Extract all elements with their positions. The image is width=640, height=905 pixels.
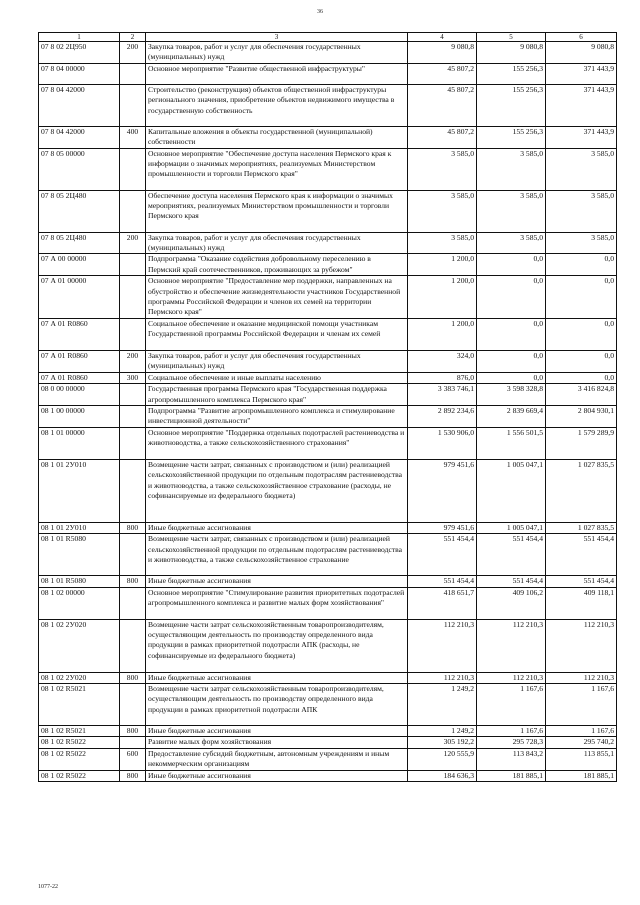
expense-type-cell	[120, 276, 146, 319]
code-cell: 07 8 05 00000	[39, 148, 120, 190]
description-cell: Возмещение части затрат, связанных с производством и (или) реализацией сельскохозяйственной продукции по отдельным подотраслям растениеводства и животноводства, а также сельскохозяйственное страхование (расходы, не софинансируемые из федерального бюджета)	[146, 459, 408, 522]
amount-col4-cell: 45 807,2	[408, 63, 477, 84]
header-cell-6: 6	[546, 33, 617, 42]
description-cell: Капитальные вложения в объекты государственной (муниципальной) собственности	[146, 126, 408, 148]
footer-code: 1077-22	[38, 884, 58, 890]
amount-col6-cell: 9 080,8	[546, 42, 617, 64]
expense-type-cell	[120, 587, 146, 619]
amount-col6-cell: 409 118,1	[546, 587, 617, 619]
expense-type-cell	[120, 405, 146, 427]
code-cell: 08 1 02 2У020	[39, 619, 120, 672]
description-cell: Строительство (реконструкция) объектов общественной инфраструктуры регионального значения, приобретение объектов недвижимого имущества в государственную собственность	[146, 84, 408, 126]
expense-type-cell: 800	[120, 725, 146, 736]
amount-col4-cell: 3 383 746,1	[408, 384, 477, 406]
expense-type-cell	[120, 148, 146, 190]
amount-col5-cell: 0,0	[477, 276, 546, 319]
amount-col6-cell: 2 804 930,1	[546, 405, 617, 427]
code-cell: 08 1 02 R5021	[39, 725, 120, 736]
table-row	[39, 126, 617, 148]
amount-col5-cell: 155 256,3	[477, 63, 546, 84]
code-cell: 08 1 02 R5022	[39, 770, 120, 781]
amount-col6-cell: 371 443,9	[546, 63, 617, 84]
amount-col5-cell: 112 210,3	[477, 619, 546, 672]
expense-type-cell	[120, 84, 146, 126]
expense-type-cell	[120, 737, 146, 748]
header-cell-5: 5	[477, 33, 546, 42]
amount-col6-cell: 371 443,9	[546, 126, 617, 148]
table-row	[39, 148, 617, 190]
table-row	[39, 372, 617, 383]
table-row	[39, 63, 617, 84]
description-cell: Закупка товаров, работ и услуг для обеспечения государственных (муниципальных) нужд	[146, 232, 408, 254]
amount-col6-cell: 295 740,2	[546, 737, 617, 748]
amount-col5-cell: 3 585,0	[477, 148, 546, 190]
description-cell: Иные бюджетные ассигнования	[146, 770, 408, 781]
amount-col6-cell: 1 167,6	[546, 683, 617, 725]
description-cell: Иные бюджетные ассигнования	[146, 672, 408, 683]
code-cell: 08 1 02 R5021	[39, 683, 120, 725]
description-cell: Возмещение части затрат, связанных с производством и (или) реализацией сельскохозяйственной продукции по отдельным подотраслям растениеводства и животноводства, а также сельскохозяйственное страхование	[146, 534, 408, 576]
description-cell: Иные бюджетные ассигнования	[146, 576, 408, 587]
amount-col4-cell: 979 451,6	[408, 459, 477, 522]
table-row	[39, 522, 617, 533]
description-cell: Основное мероприятие "Развитие общественной инфраструктуры"	[146, 63, 408, 84]
expense-type-cell	[120, 190, 146, 232]
amount-col4-cell: 45 807,2	[408, 84, 477, 126]
header-cell-3: 3	[146, 33, 408, 42]
description-cell: Основное мероприятие "Поддержка отдельных подотраслей растениеводства и животноводства, а также сельскохозяйственного страхования"	[146, 427, 408, 459]
expense-type-cell	[120, 384, 146, 406]
amount-col6-cell: 551 454,4	[546, 576, 617, 587]
amount-col4-cell: 3 585,0	[408, 232, 477, 254]
code-cell: 08 1 01 R5080	[39, 576, 120, 587]
code-cell: 08 1 01 00000	[39, 427, 120, 459]
expense-type-cell	[120, 459, 146, 522]
code-cell: 07 8 05 2Ц480	[39, 190, 120, 232]
amount-col6-cell: 1 027 835,5	[546, 459, 617, 522]
amount-col5-cell: 155 256,3	[477, 126, 546, 148]
description-cell: Основное мероприятие "Стимулирование развития приоритетных подотраслей агропромышленного комплекса и развитие малых форм хозяйствования"	[146, 587, 408, 619]
amount-col5-cell: 551 454,4	[477, 576, 546, 587]
description-cell: Подпрограмма "Развитие агропромышленного комплекса и стимулирование инвестиционной деятельности"	[146, 405, 408, 427]
amount-col6-cell: 0,0	[546, 254, 617, 276]
amount-col6-cell: 3 585,0	[546, 232, 617, 254]
amount-col5-cell: 181 885,1	[477, 770, 546, 781]
header-cell-2: 2	[120, 33, 146, 42]
amount-col5-cell: 409 106,2	[477, 587, 546, 619]
expense-type-cell	[120, 318, 146, 350]
amount-col6-cell: 0,0	[546, 350, 617, 372]
table-row	[39, 427, 617, 459]
amount-col5-cell: 0,0	[477, 350, 546, 372]
table-row	[39, 672, 617, 683]
amount-col6-cell: 3 585,0	[546, 190, 617, 232]
amount-col4-cell: 1 249,2	[408, 725, 477, 736]
amount-col6-cell: 112 210,3	[546, 619, 617, 672]
code-cell: 08 1 01 2У010	[39, 522, 120, 533]
description-cell: Подпрограмма "Оказание содействия добровольному переселению в Пермский край соотечественников, проживающих за рубежом"	[146, 254, 408, 276]
code-cell: 07 А 00 00000	[39, 254, 120, 276]
description-cell: Возмещение части затрат сельскохозяйственным товаропроизводителям, осуществляющим деятельность по производству определенного вида продукции в рамках приоритетной подотрасли АПК (расходы, не софинансируемые из федерального бюджета)	[146, 619, 408, 672]
description-cell: Государственная программа Пермского края "Государственная поддержка агропромышленного комплекса Пермского края"	[146, 384, 408, 406]
amount-col6-cell: 551 454,4	[546, 534, 617, 576]
description-cell: Закупка товаров, работ и услуг для обеспечения государственных (муниципальных) нужд	[146, 42, 408, 64]
budget-table	[38, 32, 617, 782]
amount-col4-cell: 418 651,7	[408, 587, 477, 619]
expense-type-cell: 800	[120, 770, 146, 781]
amount-col4-cell: 1 530 906,0	[408, 427, 477, 459]
table-row	[39, 737, 617, 748]
amount-col5-cell: 1 167,6	[477, 725, 546, 736]
expense-type-cell	[120, 427, 146, 459]
code-cell: 07 8 05 2Ц480	[39, 232, 120, 254]
table-row	[39, 405, 617, 427]
expense-type-cell: 800	[120, 576, 146, 587]
code-cell: 08 1 02 00000	[39, 587, 120, 619]
table-row	[39, 318, 617, 350]
table-body	[39, 42, 617, 782]
amount-col5-cell: 295 728,3	[477, 737, 546, 748]
code-cell: 08 1 02 R5022	[39, 748, 120, 770]
expense-type-cell: 800	[120, 672, 146, 683]
code-cell: 08 1 01 R5080	[39, 534, 120, 576]
amount-col5-cell: 1 556 501,5	[477, 427, 546, 459]
expense-type-cell: 200	[120, 350, 146, 372]
code-cell: 07 А 01 R0860	[39, 318, 120, 350]
amount-col6-cell: 1 167,6	[546, 725, 617, 736]
table-row	[39, 459, 617, 522]
table-row	[39, 683, 617, 725]
expense-type-cell: 200	[120, 232, 146, 254]
amount-col5-cell: 3 585,0	[477, 190, 546, 232]
amount-col5-cell: 113 843,2	[477, 748, 546, 770]
expense-type-cell: 200	[120, 42, 146, 64]
table-row	[39, 770, 617, 781]
code-cell: 07 А 01 R0860	[39, 350, 120, 372]
code-cell: 08 1 02 R5022	[39, 737, 120, 748]
amount-col6-cell: 0,0	[546, 372, 617, 383]
amount-col4-cell: 112 210,3	[408, 619, 477, 672]
table-row	[39, 587, 617, 619]
amount-col6-cell: 1 027 835,5	[546, 522, 617, 533]
amount-col4-cell: 1 200,0	[408, 318, 477, 350]
table-row	[39, 84, 617, 126]
table-row	[39, 254, 617, 276]
header-cell-1: 1	[39, 33, 120, 42]
code-cell: 08 0 00 00000	[39, 384, 120, 406]
table-row	[39, 384, 617, 406]
code-cell: 08 1 00 00000	[39, 405, 120, 427]
amount-col6-cell: 1 579 289,9	[546, 427, 617, 459]
amount-col5-cell: 0,0	[477, 318, 546, 350]
code-cell: 07 8 04 42000	[39, 84, 120, 126]
amount-col6-cell: 0,0	[546, 276, 617, 319]
amount-col5-cell: 1 005 047,1	[477, 459, 546, 522]
table-row	[39, 534, 617, 576]
amount-col5-cell: 9 080,8	[477, 42, 546, 64]
expense-type-cell	[120, 534, 146, 576]
table-row	[39, 232, 617, 254]
expense-type-cell	[120, 619, 146, 672]
table-row	[39, 350, 617, 372]
amount-col6-cell: 3 416 824,8	[546, 384, 617, 406]
amount-col4-cell: 9 080,8	[408, 42, 477, 64]
amount-col6-cell: 0,0	[546, 318, 617, 350]
amount-col5-cell: 1 167,6	[477, 683, 546, 725]
table-row	[39, 576, 617, 587]
amount-col4-cell: 305 192,2	[408, 737, 477, 748]
amount-col5-cell: 0,0	[477, 254, 546, 276]
amount-col6-cell: 113 855,1	[546, 748, 617, 770]
code-cell: 07 8 04 42000	[39, 126, 120, 148]
description-cell: Закупка товаров, работ и услуг для обеспечения государственных (муниципальных) нужд	[146, 350, 408, 372]
table-row	[39, 276, 617, 319]
amount-col4-cell: 551 454,4	[408, 534, 477, 576]
amount-col4-cell: 184 636,3	[408, 770, 477, 781]
amount-col5-cell: 3 585,0	[477, 232, 546, 254]
amount-col5-cell: 155 256,3	[477, 84, 546, 126]
description-cell: Возмещение части затрат сельскохозяйственным товаропроизводителям, осуществляющим деятельность по производству определенного вида продукции в рамках приоритетной подотрасли АПК	[146, 683, 408, 725]
table-row	[39, 190, 617, 232]
table-row	[39, 619, 617, 672]
amount-col4-cell: 1 249,2	[408, 683, 477, 725]
amount-col4-cell: 3 585,0	[408, 190, 477, 232]
page-number: 36	[317, 9, 323, 15]
amount-col6-cell: 112 210,3	[546, 672, 617, 683]
expense-type-cell: 600	[120, 748, 146, 770]
description-cell: Развитие малых форм хозяйствования	[146, 737, 408, 748]
amount-col4-cell: 120 555,9	[408, 748, 477, 770]
code-cell: 07 8 02 2Ц950	[39, 42, 120, 64]
amount-col6-cell: 3 585,0	[546, 148, 617, 190]
amount-col4-cell: 1 200,0	[408, 254, 477, 276]
amount-col5-cell: 0,0	[477, 372, 546, 383]
expense-type-cell: 400	[120, 126, 146, 148]
amount-col4-cell: 551 454,4	[408, 576, 477, 587]
table-row	[39, 725, 617, 736]
amount-col4-cell: 45 807,2	[408, 126, 477, 148]
description-cell: Основное мероприятие "Обеспечение доступа населения Пермского края к информации о значимых мероприятиях, реализуемых Министерством промышленности и торговли Пермского края"	[146, 148, 408, 190]
expense-type-cell	[120, 254, 146, 276]
description-cell: Социальное обеспечение и оказание медицинской помощи участникам Государственной программы Российской Федерации и членам их семей	[146, 318, 408, 350]
expense-type-cell	[120, 683, 146, 725]
header-cell-4: 4	[408, 33, 477, 42]
description-cell: Иные бюджетные ассигнования	[146, 522, 408, 533]
amount-col5-cell: 2 839 669,4	[477, 405, 546, 427]
table-row	[39, 748, 617, 770]
expense-type-cell: 300	[120, 372, 146, 383]
expense-type-cell: 800	[120, 522, 146, 533]
amount-col4-cell: 324,0	[408, 350, 477, 372]
amount-col5-cell: 551 454,4	[477, 534, 546, 576]
description-cell: Иные бюджетные ассигнования	[146, 725, 408, 736]
expense-type-cell	[120, 63, 146, 84]
table-row	[39, 42, 617, 64]
amount-col4-cell: 979 451,6	[408, 522, 477, 533]
amount-col5-cell: 1 005 047,1	[477, 522, 546, 533]
amount-col4-cell: 2 892 234,6	[408, 405, 477, 427]
amount-col5-cell: 3 598 328,8	[477, 384, 546, 406]
description-cell: Основное мероприятие "Предоставление мер поддержки, направленных на обустройство и обеспечение жизнедеятельности участников Государственной программы Российской Федерации и членов их семей на территории Пермского края"	[146, 276, 408, 319]
code-cell: 08 1 01 2У010	[39, 459, 120, 522]
code-cell: 08 1 02 2У020	[39, 672, 120, 683]
amount-col4-cell: 112 210,3	[408, 672, 477, 683]
header-row	[39, 33, 617, 42]
code-cell: 07 А 01 R0860	[39, 372, 120, 383]
code-cell: 07 А 01 00000	[39, 276, 120, 319]
description-cell: Социальное обеспечение и иные выплаты населению	[146, 372, 408, 383]
description-cell: Обеспечение доступа населения Пермского края к информации о значимых мероприятиях, реализуемых Министерством промышленности и торговли Пермского края	[146, 190, 408, 232]
description-cell: Предоставление субсидий бюджетным, автономным учреждениям и иным некоммерческим организациям	[146, 748, 408, 770]
amount-col5-cell: 112 210,3	[477, 672, 546, 683]
amount-col4-cell: 3 585,0	[408, 148, 477, 190]
amount-col6-cell: 181 885,1	[546, 770, 617, 781]
amount-col4-cell: 1 200,0	[408, 276, 477, 319]
amount-col4-cell: 876,0	[408, 372, 477, 383]
amount-col6-cell: 371 443,9	[546, 84, 617, 126]
code-cell: 07 8 04 00000	[39, 63, 120, 84]
